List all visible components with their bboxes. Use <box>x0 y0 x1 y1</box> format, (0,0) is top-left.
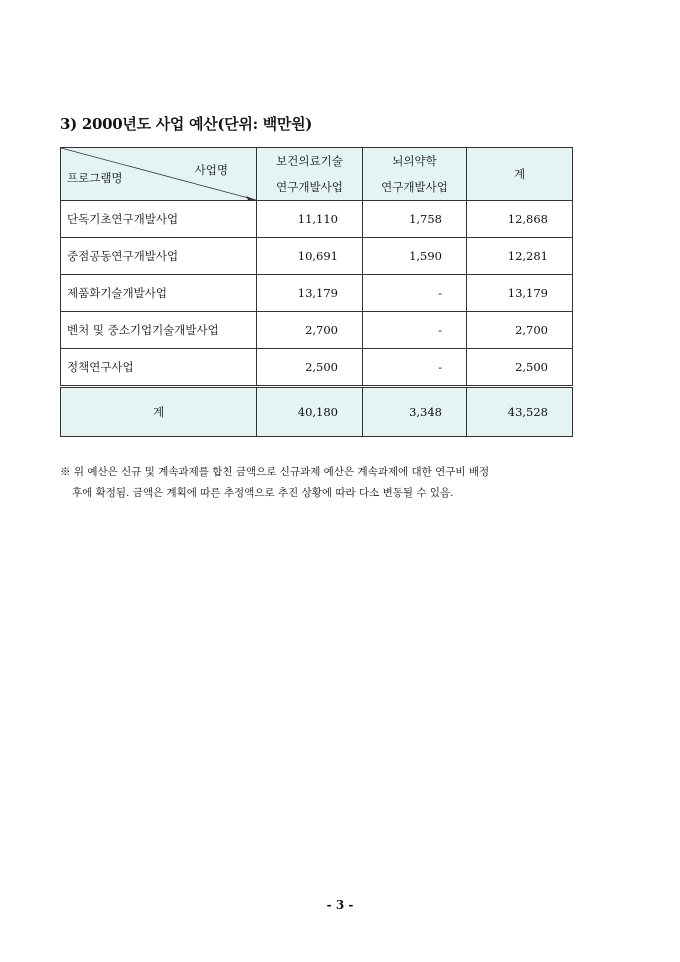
header-neuro-line1: 뇌의약학 <box>392 154 437 168</box>
row-header-program-label: 프로그램명 <box>67 171 123 185</box>
corner-header-cell <box>61 148 257 201</box>
health-tech-value-cell: 2,500 <box>257 349 363 387</box>
grand-total-cell: 43,528 <box>467 387 573 437</box>
total-neuro-cell: 3,348 <box>363 387 467 437</box>
health-tech-value-cell: 13,179 <box>257 275 363 312</box>
neuro-value-cell: - <box>363 275 467 312</box>
header-health-tech <box>257 148 363 201</box>
row-total-cell: 2,500 <box>467 349 573 387</box>
budget-table <box>60 147 573 437</box>
program-name-cell: 제품화기술개발사업 <box>61 275 257 312</box>
program-name-cell: 중점공동연구개발사업 <box>61 238 257 275</box>
table-row <box>61 238 573 275</box>
health-tech-value-cell: 11,110 <box>257 201 363 238</box>
table-row <box>61 201 573 238</box>
header-health-tech-line2: 연구개발사업 <box>276 180 343 194</box>
page-number: - 3 - <box>326 898 354 912</box>
row-total-cell: 2,700 <box>467 312 573 349</box>
health-tech-value-cell: 10,691 <box>257 238 363 275</box>
table-header-row <box>61 148 573 201</box>
table-row <box>61 275 573 312</box>
table-row <box>61 349 573 387</box>
header-neuro <box>363 148 467 201</box>
section-heading: 3) 2000년도 사업 예산(단위: 백만원) <box>60 115 313 133</box>
header-neuro-line2: 연구개발사업 <box>381 180 448 194</box>
header-total: 계 <box>467 148 573 201</box>
program-name-cell: 정책연구사업 <box>61 349 257 387</box>
neuro-value-cell: 1,590 <box>363 238 467 275</box>
column-header-business-label: 사업명 <box>194 163 228 177</box>
neuro-value-cell: - <box>363 349 467 387</box>
footnote-line2: 후에 확정됨. 금액은 계획에 따른 추정액으로 추진 상황에 따라 다소 변동될 수 있음. <box>72 487 454 499</box>
neuro-value-cell: 1,758 <box>363 201 467 238</box>
program-name-cell: 벤처 및 중소기업기술개발사업 <box>61 312 257 349</box>
header-health-tech-line1: 보건의료기술 <box>276 154 343 168</box>
table-row <box>61 312 573 349</box>
health-tech-value-cell: 2,700 <box>257 312 363 349</box>
footnote <box>60 462 600 504</box>
table-total-row <box>61 387 573 437</box>
neuro-value-cell: - <box>363 312 467 349</box>
total-health-tech-cell: 40,180 <box>257 387 363 437</box>
footnote-line1: ※ 위 예산은 신규 및 계속과제를 합친 금액으로 신규과제 예산은 계속과제에 대한 연구비 배정 <box>60 466 490 478</box>
program-name-cell: 단독기초연구개발사업 <box>61 201 257 238</box>
total-label-cell: 계 <box>61 387 257 437</box>
row-total-cell: 12,281 <box>467 238 573 275</box>
row-total-cell: 12,868 <box>467 201 573 238</box>
row-total-cell: 13,179 <box>467 275 573 312</box>
